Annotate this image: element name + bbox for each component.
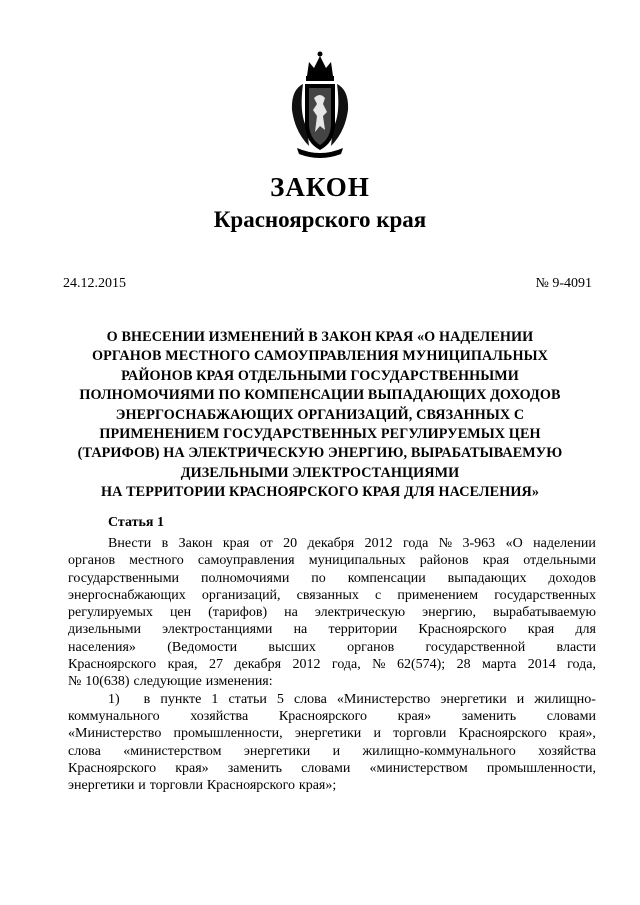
word: «О (505, 536, 523, 551)
word: промышленности, (173, 726, 283, 742)
word: выпадающих (447, 570, 527, 586)
word: применением (397, 587, 479, 603)
heading-line: (ТАРИФОВ) НА ЭЛЕКТРИЧЕСКУЮ ЭНЕРГИЮ, ВЫРАБАТЫВАЕМУЮ (77, 445, 563, 462)
word: словами (546, 708, 596, 724)
word: и (138, 778, 146, 794)
word: энергетики (243, 743, 311, 759)
heading-line: О ВНЕСЕНИИ ИЗМЕНЕНИЙ В ЗАКОН КРАЯ «О НАДЕЛЕНИИ (106, 329, 534, 345)
word: края», (558, 726, 596, 742)
body-line (68, 673, 596, 690)
body-line (68, 604, 596, 621)
word: следующие (133, 674, 202, 690)
word: Красноярского (206, 778, 295, 794)
heading-line: РАЙОНОВ КРАЯ ОТДЕЛЬНЫМИ ГОСУДАРСТВЕННЫМИ (121, 367, 519, 384)
word: Красноярского (68, 760, 157, 776)
word: органов (68, 553, 116, 569)
word: цен (169, 605, 192, 621)
body-line (68, 552, 596, 569)
word: Закон (178, 536, 213, 551)
word: районов (419, 553, 469, 569)
body-line (68, 621, 596, 638)
heading-line: ОРГАНОВ МЕСТНОГО САМОУПРАВЛЕНИЯ МУНИЦИПАЛЬНЫХ (91, 348, 549, 365)
word: высших (268, 639, 316, 655)
word: года (403, 536, 429, 551)
word: в (161, 536, 169, 551)
document-date: 24.12.2015 (63, 276, 126, 291)
word: края»; (298, 778, 337, 794)
word: Внести (108, 536, 152, 551)
word: края (222, 536, 250, 551)
word: населения» (68, 639, 136, 655)
word: коммунального (68, 708, 160, 724)
word: и (516, 691, 525, 707)
word: 2012 (292, 657, 321, 673)
word: года, (331, 657, 361, 673)
word: 20 (283, 536, 298, 551)
item-line-text (144, 691, 596, 708)
word: власти (556, 639, 596, 655)
word: № (438, 536, 453, 551)
word: года, (567, 657, 596, 673)
word: электростанциями (162, 622, 273, 638)
word: Красноярского (278, 708, 367, 724)
word: края» (175, 760, 209, 776)
word: «Министерство (336, 691, 431, 707)
word: слова (293, 691, 327, 707)
word: энергоснабжающих (68, 587, 186, 603)
item-number: 1) (108, 691, 120, 707)
word: государственной (425, 639, 526, 655)
word: регулируемых (68, 605, 153, 621)
item-line (68, 725, 596, 742)
word: и (332, 743, 341, 759)
word: энергию, (422, 605, 477, 621)
heading-line: ДИЗЕЛЬНЫМИ ЭЛЕКТРОСТАНЦИЯМИ (180, 464, 460, 481)
word: 2012 (364, 536, 393, 551)
item-line (68, 760, 596, 777)
word: статьи (228, 691, 267, 707)
document-number: № 9-4091 (535, 276, 592, 291)
word: компенсации (347, 570, 426, 586)
document-title: ЗАКОН (270, 172, 370, 202)
word: Красноярского (68, 657, 157, 673)
word: хозяйства (538, 743, 596, 759)
word: края (527, 622, 555, 638)
word: от (259, 536, 273, 551)
word: на (293, 622, 308, 638)
word: словами (301, 760, 351, 776)
item-first-line (68, 691, 596, 708)
body-line (68, 587, 596, 604)
word: пункте (160, 691, 202, 707)
coat-of-arms-emblem (287, 50, 353, 162)
word: 27 (208, 657, 223, 673)
word: хозяйства (190, 708, 249, 724)
word: марта (482, 657, 517, 673)
word: 5 (276, 691, 284, 707)
word: «министерством (369, 760, 468, 776)
word: самоуправления (197, 553, 295, 569)
word: муниципальных (308, 553, 406, 569)
word: края» (397, 708, 432, 724)
heading-line: НА ТЕРРИТОРИИ КРАСНОЯРСКОГО КРАЯ ДЛЯ НАСЕЛЕНИЯ» (100, 484, 540, 501)
word: декабря (234, 657, 282, 673)
word: 3-963 (462, 536, 496, 551)
word: для (575, 622, 596, 638)
body-line (68, 639, 596, 656)
word: 28 (456, 657, 471, 673)
word: края, (167, 657, 198, 673)
word: декабря (307, 536, 355, 551)
body-line (68, 535, 596, 552)
word: (Ведомости (167, 639, 238, 655)
word: жилищно-коммунального (362, 743, 516, 759)
article-title: Статья 1 (108, 515, 164, 530)
word: и (373, 726, 381, 742)
word: края (482, 553, 510, 569)
word: энергетики (294, 726, 362, 742)
heading-line: ПОЛНОМОЧИЯМИ ПО КОМПЕНСАЦИИ ВЫПАДАЮЩИХ ДОХОДОВ (79, 387, 561, 404)
word: торговли (149, 778, 203, 794)
heading-line: ПРИМЕНЕНИЕМ ГОСУДАРСТВЕННЫХ РЕГУЛИРУЕМЫХ ЦЕН (99, 426, 541, 443)
word: по (311, 570, 326, 586)
word: доходов (548, 570, 596, 586)
word: на (284, 605, 298, 621)
law-heading (40, 328, 600, 503)
word: Красноярского (418, 622, 507, 638)
word: наделении (533, 536, 596, 551)
word: № (68, 674, 82, 690)
word: заменить (461, 708, 517, 724)
word: энергетики (68, 778, 135, 794)
word: государственных (494, 587, 596, 603)
word: территории (328, 622, 398, 638)
word: энергетики (440, 691, 507, 707)
word: торговли (393, 726, 447, 742)
word: 2014 (527, 657, 556, 673)
word: электрическую (314, 605, 406, 621)
word: изменения: (205, 674, 273, 690)
word: дизельными (68, 622, 141, 638)
item-line (68, 743, 596, 760)
body-line (68, 570, 596, 587)
word: слова (68, 743, 101, 759)
heading-line: ЭНЕРГОСНАБЖАЮЩИХ ОРГАНИЗАЦИЙ, СВЯЗАННЫХ С (115, 406, 525, 423)
body-line (68, 656, 596, 673)
word: 62(574); (396, 657, 446, 673)
word: промышленности, (486, 760, 596, 776)
word: связанных (296, 587, 359, 603)
item-line (68, 777, 596, 794)
word: вырабатываемую (493, 605, 596, 621)
word: организаций, (201, 587, 281, 603)
word: органов (347, 639, 395, 655)
word: отдельными (523, 553, 596, 569)
word: с (375, 587, 382, 603)
word: 10(638) (85, 674, 130, 690)
word: Красноярского (458, 726, 547, 742)
word: полномочиями (201, 570, 290, 586)
word: государственными (68, 570, 180, 586)
word: жилищно- (534, 691, 596, 707)
word: «Министерство (68, 726, 162, 742)
word: «министерством (123, 743, 222, 759)
article-body (68, 535, 596, 794)
word: местного (129, 553, 184, 569)
word: № (372, 657, 386, 673)
document-subtitle: Красноярского края (213, 207, 427, 232)
word: (тарифов) (208, 605, 268, 621)
word: в (143, 691, 151, 707)
item-line (68, 708, 596, 725)
word: 1 (211, 691, 219, 707)
word: заменить (227, 760, 283, 776)
